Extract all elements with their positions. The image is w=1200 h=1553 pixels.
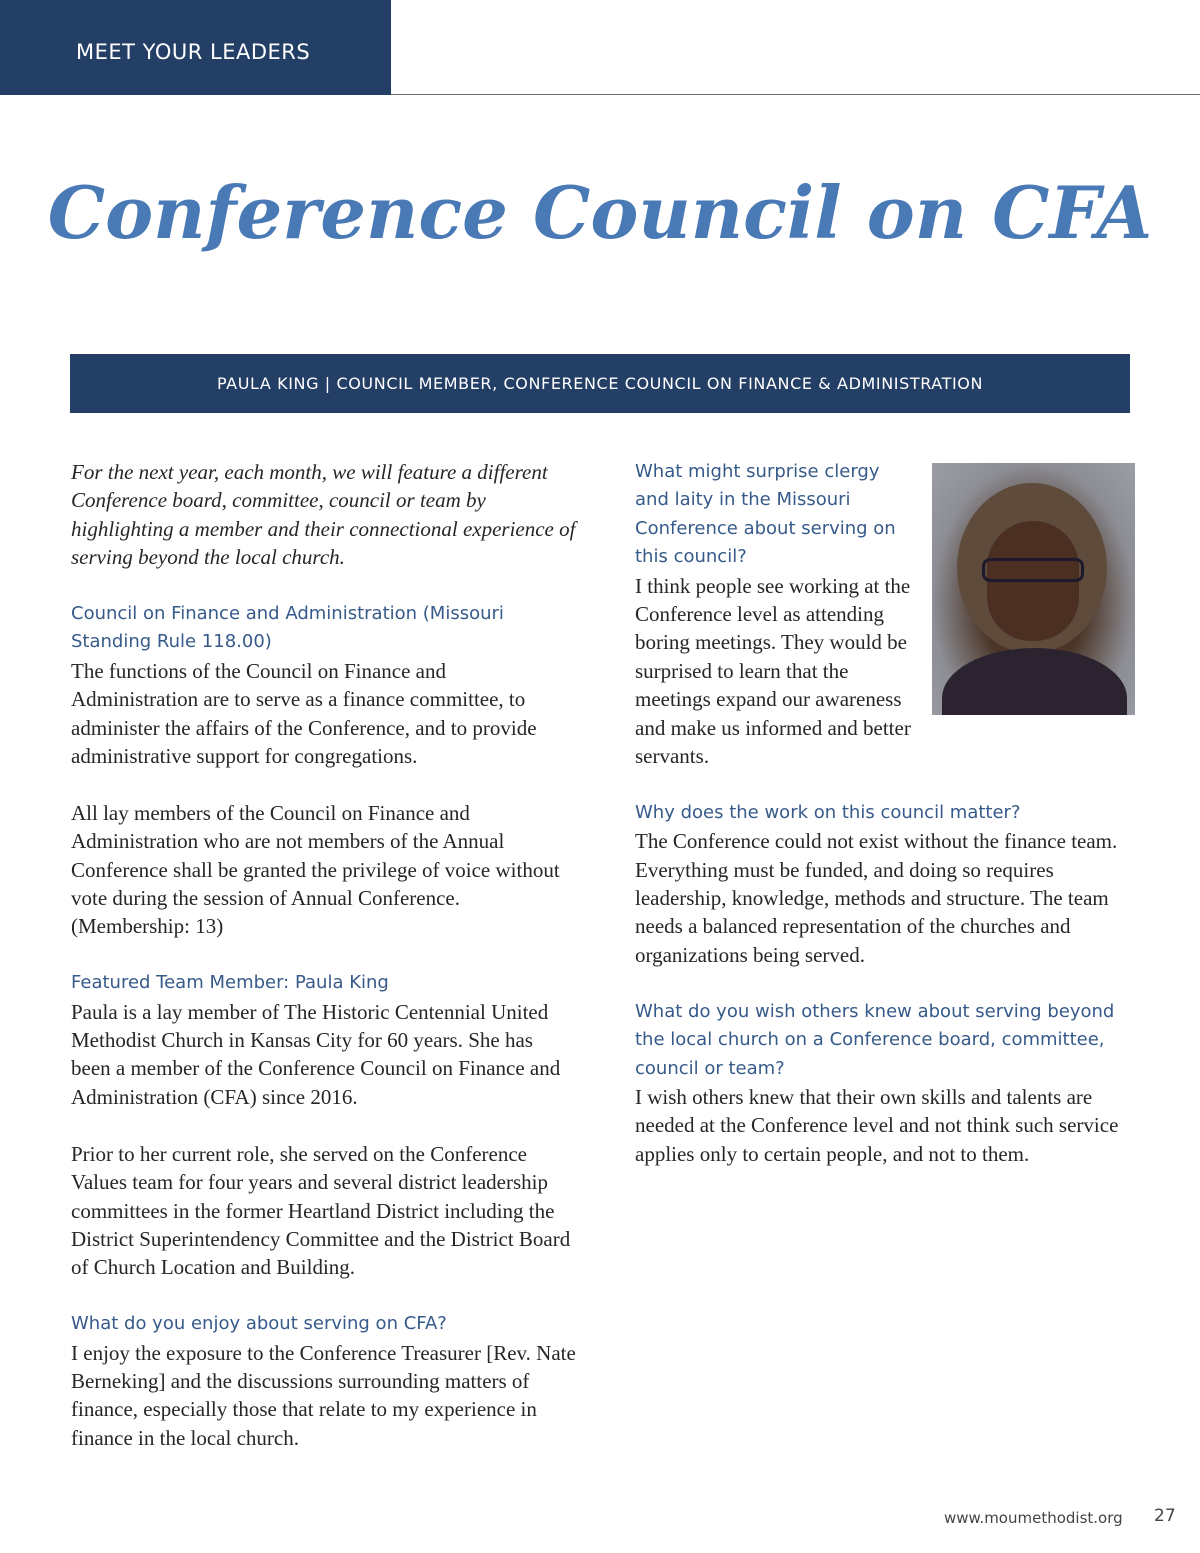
left-column bbox=[71, 458, 576, 1452]
footer-url[interactable]: www.moumethodist.org bbox=[944, 1509, 1123, 1527]
member-heading: Featured Team Member: Paula King bbox=[71, 972, 389, 994]
wish-paragraph: I wish others knew that their own skills and talents are needed at the Conference level and not think such service applies only to certain people, and not to them. bbox=[635, 1084, 1119, 1166]
leader-banner-text: PAULA KING | COUNCIL MEMBER, CONFERENCE COUNCIL ON FINANCE & ADMINISTRATION bbox=[216, 374, 984, 393]
section-tab bbox=[0, 0, 391, 95]
page-number: 27 bbox=[1154, 1506, 1176, 1526]
page-title: Conference Council on CFA bbox=[47, 170, 1153, 255]
right-column bbox=[635, 458, 1135, 1168]
surprise-paragraph: I think people see working at the Conference level as attending boring meetings. They would be surprised to learn that the meetings expand our awareness and make us informed and better servants. bbox=[635, 573, 911, 769]
enjoy-heading: What do you enjoy about serving on CFA? bbox=[71, 1313, 447, 1335]
section-tab-label: MEET YOUR LEADERS bbox=[76, 40, 311, 64]
intro-text: For the next year, each month, we will feature a different Conference board, committee, council or team by highlighting a member and their connectional experience of serving beyond the local church. bbox=[71, 460, 576, 570]
top-rule bbox=[391, 94, 1200, 95]
leader-banner bbox=[70, 354, 1130, 413]
surprise-heading: What might surprise clergy and laity in the Missouri Conference about serving on this council? bbox=[635, 461, 896, 568]
cfa-paragraph-2: All lay members of the Council on Finance and Administration who are not members of the Annual Conference shall be granted the privilege of voice without vote during the session of Annual Conference. (Membership: 13) bbox=[71, 800, 560, 939]
portrait-photo bbox=[932, 463, 1135, 715]
enjoy-paragraph: I enjoy the exposure to the Conference Treasurer [Rev. Nate Berneking] and the discussions surrounding matters of finance, especially those that relate to my experience in finance in the local church. bbox=[71, 1340, 576, 1450]
cfa-paragraph-1: The functions of the Council on Finance and Administration are to serve as a finance committee, to administer the affairs of the Conference, and to provide administrative support for congregations. bbox=[71, 658, 537, 769]
cfa-heading: Council on Finance and Administration (Missouri Standing Rule 118.00) bbox=[71, 603, 504, 653]
member-paragraph-2: Prior to her current role, she served on the Conference Values team for four years and several district leadership committees in the former Heartland District including the District Superintendency Committee and the District Board of Church Location and Building. bbox=[71, 1141, 571, 1280]
matter-paragraph: The Conference could not exist without the finance team. Everything must be funded, and doing so requires leadership, knowledge, methods and structure. The team needs a balanced representation of the churches and organizations being served. bbox=[635, 829, 1118, 967]
member-paragraph-1: Paula is a lay member of The Historic Centennial United Methodist Church in Kansas City for 60 years. She has been a member of the Conference Council on Finance and Administration (CFA) since 2016. bbox=[71, 999, 561, 1109]
wish-heading: What do you wish others knew about serving beyond the local church on a Conference board, committee, council or team? bbox=[635, 1000, 1115, 1079]
matter-heading: Why does the work on this council matter? bbox=[635, 801, 1021, 823]
